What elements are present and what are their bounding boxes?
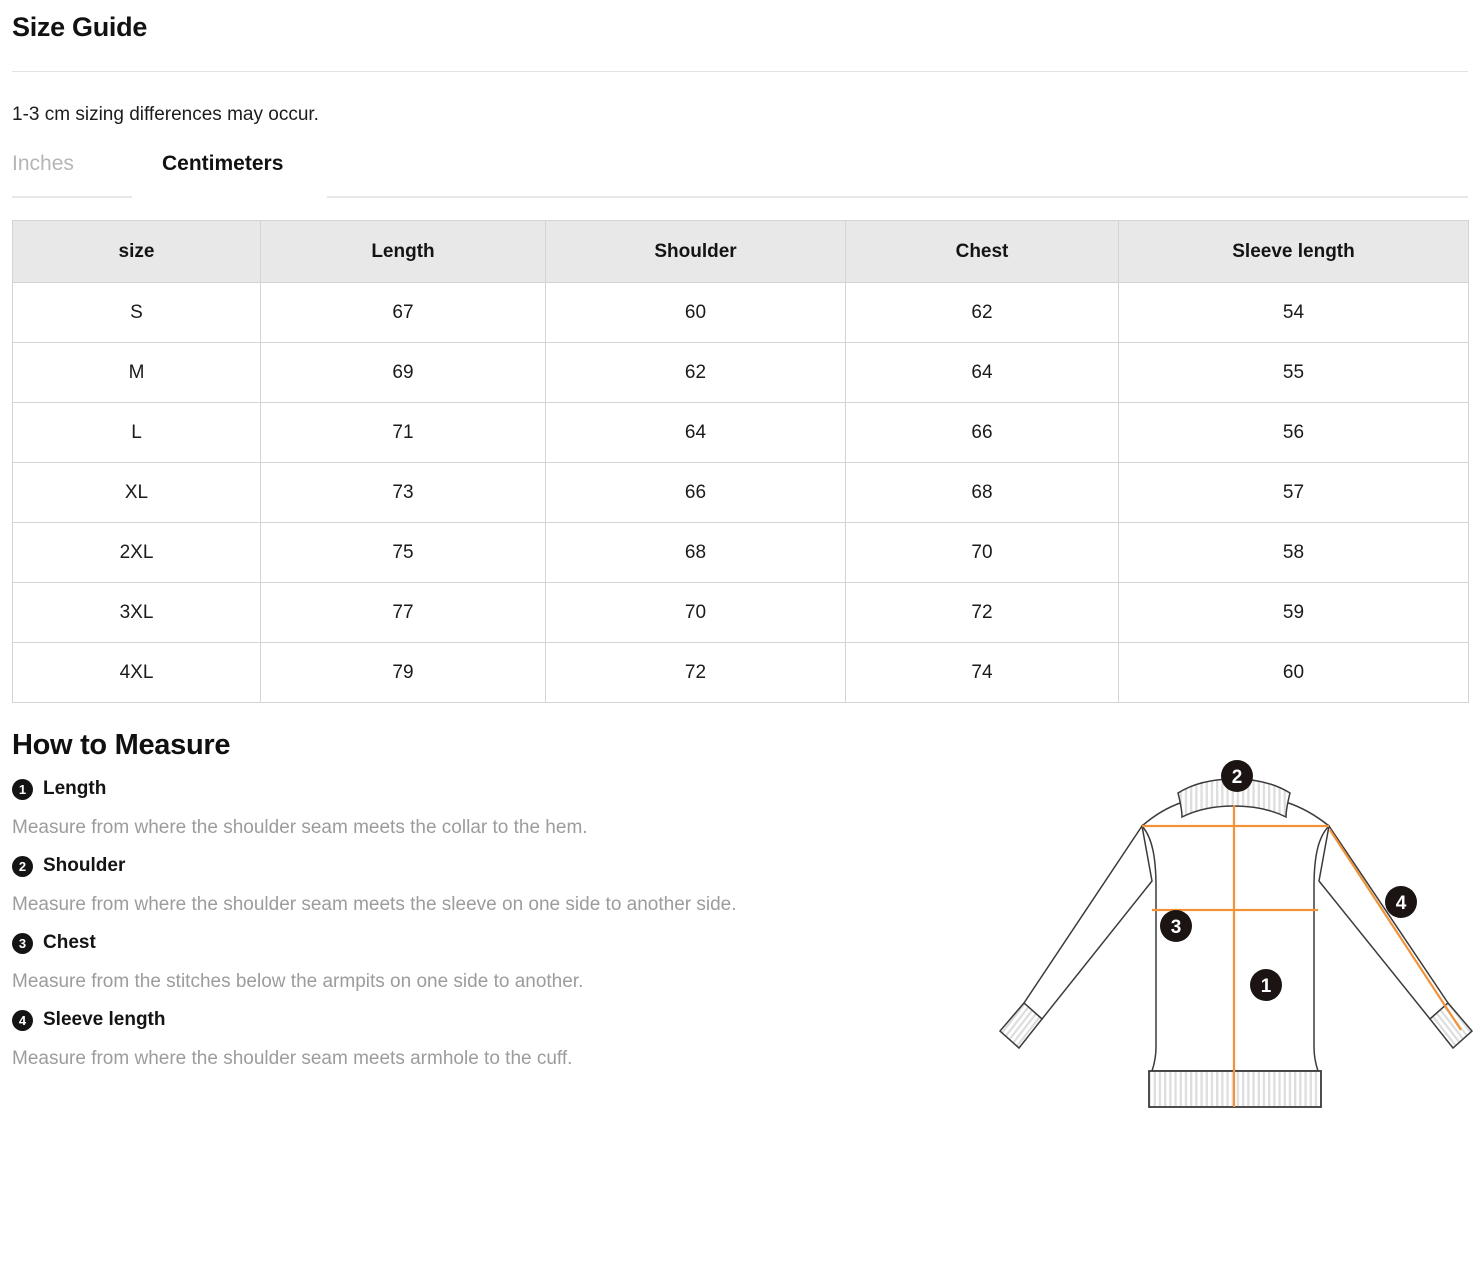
column-header-chest: Chest	[846, 221, 1119, 283]
measure-item-length	[12, 777, 942, 801]
cell-shoulder: 66	[546, 463, 846, 523]
svg-text:2: 2	[1231, 767, 1243, 788]
cell-length: 67	[261, 283, 546, 343]
table-row	[13, 283, 1469, 343]
header-divider	[12, 71, 1468, 72]
measure-description-sleeve-length: Measure from where the shoulder seam meets armhole to the cuff.	[12, 1048, 573, 1069]
measure-item-shoulder	[12, 854, 942, 878]
cell-size: M	[13, 343, 261, 403]
cell-sleeve-length: 60	[1119, 643, 1469, 703]
cell-sleeve-length: 55	[1119, 343, 1469, 403]
cell-shoulder: 72	[546, 643, 846, 703]
cell-sleeve-length: 54	[1119, 283, 1469, 343]
diagram-marker-2	[1221, 760, 1253, 792]
measure-label-chest: Chest	[43, 932, 96, 953]
table-row	[13, 643, 1469, 703]
cell-shoulder: 62	[546, 343, 846, 403]
table-row	[13, 583, 1469, 643]
table-row	[13, 463, 1469, 523]
tabs-underline-gap	[132, 196, 327, 198]
svg-text:3: 3	[1170, 917, 1182, 938]
cell-shoulder: 60	[546, 283, 846, 343]
cell-length: 75	[261, 523, 546, 583]
garment-body-outline	[1024, 795, 1448, 1071]
how-to-measure-section	[12, 767, 1468, 1071]
cell-size: XL	[13, 463, 261, 523]
sizing-note: 1-3 cm sizing differences may occur.	[12, 104, 319, 125]
page-title: Size Guide	[12, 12, 148, 42]
measure-instruction-list	[12, 777, 942, 1071]
cell-length: 69	[261, 343, 546, 403]
measure-description-chest: Measure from the stitches below the armpits on one side to another.	[12, 971, 584, 992]
badge-number-1-icon: 1	[12, 779, 33, 800]
column-header-length: Length	[261, 221, 546, 283]
cell-chest: 62	[846, 283, 1119, 343]
cell-chest: 74	[846, 643, 1119, 703]
size-table	[12, 220, 1469, 703]
cell-size: L	[13, 403, 261, 463]
cell-length: 79	[261, 643, 546, 703]
diagram-marker-4	[1385, 886, 1417, 918]
cell-chest: 66	[846, 403, 1119, 463]
cell-length: 71	[261, 403, 546, 463]
cell-chest: 68	[846, 463, 1119, 523]
cell-sleeve-length: 57	[1119, 463, 1469, 523]
tab-inches[interactable]: Inches	[12, 151, 132, 197]
measure-description-shoulder: Measure from where the shoulder seam meets the sleeve on one side to another side.	[12, 894, 737, 915]
badge-number-4-icon: 4	[12, 1010, 33, 1031]
badge-number-2-icon: 2	[12, 856, 33, 877]
table-header-row	[13, 221, 1469, 283]
cell-chest: 70	[846, 523, 1119, 583]
cell-length: 73	[261, 463, 546, 523]
column-header-size: size	[13, 221, 261, 283]
table-row	[13, 523, 1469, 583]
cell-size: 4XL	[13, 643, 261, 703]
column-header-shoulder: Shoulder	[546, 221, 846, 283]
cell-sleeve-length: 56	[1119, 403, 1469, 463]
measure-label-sleeve-length: Sleeve length	[43, 1009, 166, 1030]
tab-centimeters[interactable]: Centimeters	[162, 151, 283, 197]
table-row	[13, 403, 1469, 463]
cell-length: 77	[261, 583, 546, 643]
cell-size: S	[13, 283, 261, 343]
svg-text:4: 4	[1395, 893, 1407, 914]
garment-diagram	[956, 757, 1476, 1127]
cell-size: 2XL	[13, 523, 261, 583]
svg-text:1: 1	[1260, 976, 1272, 997]
table-row	[13, 343, 1469, 403]
cell-sleeve-length: 59	[1119, 583, 1469, 643]
cell-shoulder: 70	[546, 583, 846, 643]
cell-chest: 64	[846, 343, 1119, 403]
measure-item-chest	[12, 931, 942, 955]
measure-item-sleeve-length	[12, 1008, 942, 1032]
cell-shoulder: 68	[546, 523, 846, 583]
diagram-marker-3	[1160, 910, 1192, 942]
cell-sleeve-length: 58	[1119, 523, 1469, 583]
cell-shoulder: 64	[546, 403, 846, 463]
sleeve-measure-line	[1330, 830, 1461, 1030]
diagram-marker-1	[1250, 969, 1282, 1001]
cell-chest: 72	[846, 583, 1119, 643]
unit-tabs	[12, 151, 1468, 201]
measure-label-length: Length	[43, 778, 107, 799]
measure-description-length: Measure from where the shoulder seam meets the collar to the hem.	[12, 817, 588, 838]
column-header-sleeve-length: Sleeve length	[1119, 221, 1469, 283]
cell-size: 3XL	[13, 583, 261, 643]
badge-number-3-icon: 3	[12, 933, 33, 954]
how-to-measure-title: How to Measure	[12, 729, 231, 761]
measure-label-shoulder: Shoulder	[43, 855, 126, 876]
